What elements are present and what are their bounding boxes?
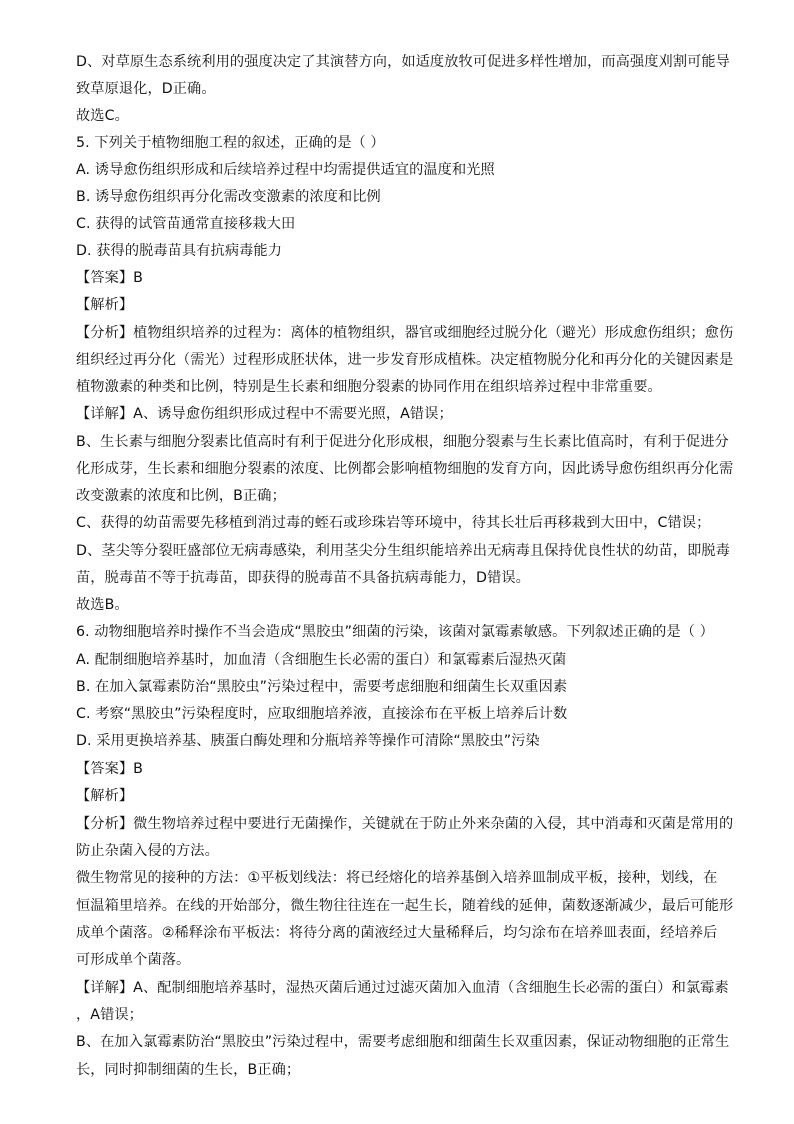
question-5-option-b: B. 诱导愈伤组织再分化需改变激素的浓度和比例: [76, 189, 381, 205]
question-6-option-d: D. 采用更换培养基、胰蛋白酶处理和分瓶培养等操作可清除“黑胶虫”污染: [76, 733, 540, 749]
question-6-option-b: B. 在加入氯霉素防治“黑胶虫”污染过程中，需要考虑细胞和细菌生长双重因素: [76, 679, 568, 695]
text-line: 故选B。: [76, 597, 129, 613]
question-6-stem: 6. 动物细胞培养时操作不当会造成“黑胶虫”细菌的污染，该菌对氯霉素敏感。下列叙述正确的是（ ）: [76, 624, 714, 640]
text-line: 【详解】A、诱导愈伤组织形成过程中不需要光照，A错误；: [76, 406, 453, 422]
text-line: 【详解】A、配制细胞培养基时，湿热灭菌后通过过滤灭菌加入血清（含细胞生长必需的蛋白）和氯霉素: [76, 980, 729, 996]
text-line: D、茎尖等分裂旺盛部位无病毒感染，利用茎尖分生组织能培养出无病毒且保持优良性状的幼苗，即脱毒: [76, 543, 730, 559]
question-5-stem: 5. 下列关于植物细胞工程的叙述，正确的是（ ）: [76, 135, 385, 151]
question-5-option-a: A. 诱导愈伤组织形成和后续培养过程中均需提供适宜的温度和光照: [76, 162, 495, 178]
analysis-label: 【解析】: [76, 297, 134, 313]
text-line: ，A错误；: [76, 1007, 143, 1023]
text-line: 恒温箱里培养。在线的开始部分，微生物往往连在一起生长，随着线的延伸，菌数逐渐减少，最后可能形: [76, 898, 734, 914]
text-line: 【分析】植物组织培养的过程为：离体的植物组织，器官或细胞经过脱分化（避光）形成愈伤组织；愈伤: [76, 325, 734, 341]
question-6-option-a: A. 配制细胞培养基时，加血清（含细胞生长必需的蛋白）和氯霉素后湿热灭菌: [76, 652, 567, 668]
text-line: 化形成芽，生长素和细胞分裂素的浓度、比例都会影响植物细胞的发育方向，因此诱导愈伤组织再分化需: [76, 461, 734, 477]
text-line: 苗，脱毒苗不等于抗毒苗，即获得的脱毒苗不具备抗病毒能力，D错误。: [76, 570, 530, 586]
text-line: 植物激素的种类和比例，特别是生长素和细胞分裂素的协同作用在组织培养过程中非常重要。: [76, 379, 662, 395]
text-line: B、生长素与细胞分裂素比值高时有利于促进分化形成根，细胞分裂素与生长素比值高时，有利于促进分: [76, 434, 729, 450]
text-line: 改变激素的浓度和比例，B正确；: [76, 488, 286, 504]
text-line: 长，同时抑制细菌的生长，B正确；: [76, 1062, 301, 1078]
answer-label: 【答案】B: [76, 270, 143, 286]
text-line: 微生物常见的接种的方法：①平板划线法：将已经熔化的培养基倒入培养皿制成平板，接种，划线，在: [76, 870, 718, 886]
text-line: 防止杂菌入侵的方法。: [76, 843, 219, 859]
answer-label: 【答案】B: [76, 761, 143, 777]
question-5-option-c: C. 获得的试管苗通常直接移栽大田: [76, 216, 296, 232]
text-line: 组织经过再分化（需光）过程形成胚状体，进一步发育形成植株。决定植物脱分化和再分化的关键因素是: [76, 352, 734, 368]
text-line: D、对草原生态系统利用的强度决定了其演替方向，如适度放牧可促进多样性增加，而高强度刈割可能导: [76, 54, 730, 70]
question-6-option-c: C. 考察“黑胶虫”污染程度时，应取细胞培养液，直接涂布在平板上培养后计数: [76, 706, 568, 722]
text-line: B、在加入氯霉素防治“黑胶虫”污染过程中，需要考虑细胞和细菌生长双重因素，保证动物细胞的正常生: [76, 1034, 730, 1050]
question-5-option-d: D. 获得的脱毒苗具有抗病毒能力: [76, 243, 282, 259]
text-line: 成单个菌落。②稀释涂布平板法：将待分离的菌液经过大量稀释后，均匀涂布在培养皿表面，经培养后: [76, 925, 718, 941]
text-line: 【分析】微生物培养过程中要进行无菌操作，关键就在于防止外来杂菌的入侵，其中消毒和灭菌是常用的: [76, 816, 734, 832]
text-line: 故选C。: [76, 108, 129, 124]
text-line: 可形成单个菌落。: [76, 952, 191, 968]
text-line: 致草原退化，D正确。: [76, 81, 216, 97]
text-line: C、获得的幼苗需要先移植到消过毒的蛭石或珍珠岩等环境中，待其长壮后再移栽到大田中，C错误；: [76, 515, 711, 531]
analysis-label: 【解析】: [76, 788, 134, 804]
